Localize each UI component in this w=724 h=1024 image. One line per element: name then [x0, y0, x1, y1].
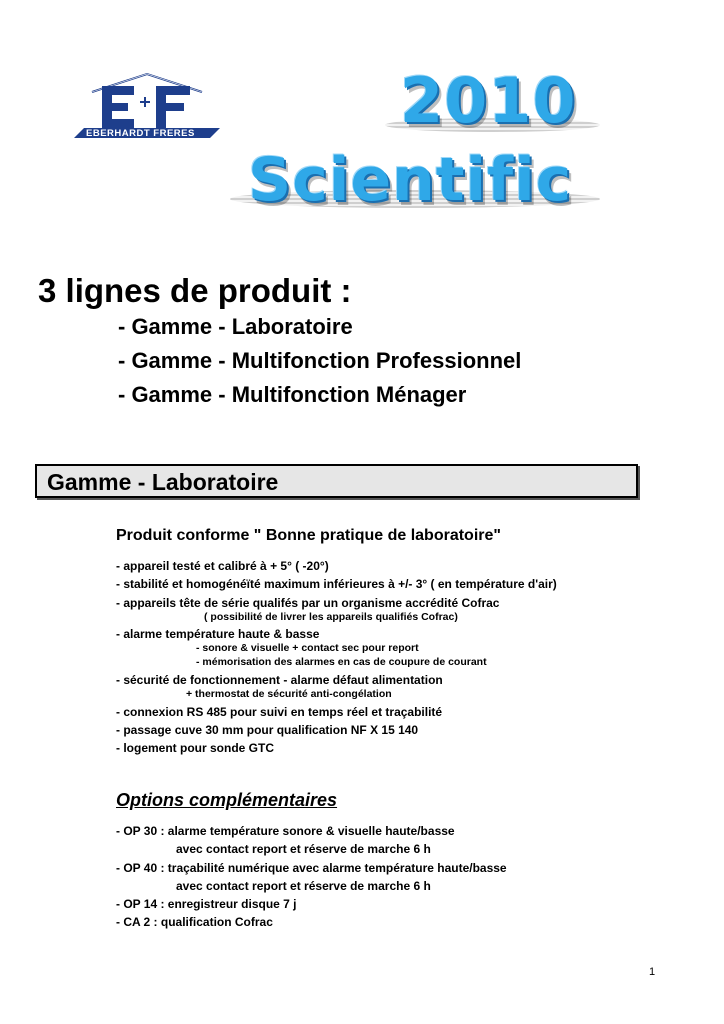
- options-title: Options complémentaires: [116, 790, 338, 810]
- option-item: - OP 40 : traçabilité numérique avec alarme température haute/basse: [116, 861, 507, 875]
- product-line-laboratoire: - Gamme - Laboratoire: [118, 314, 353, 339]
- option-item: - CA 2 : qualification Cofrac: [116, 915, 273, 929]
- spec-item: - alarme température haute & basse: [116, 627, 320, 641]
- spec-item: - logement pour sonde GTC: [116, 741, 274, 755]
- spec-item: - passage cuve 30 mm pour qualification NF X 15 140: [116, 723, 419, 737]
- page-number: 1: [649, 966, 656, 978]
- spec-subitem: + thermostat de sécurité anti-congélation: [186, 688, 392, 700]
- spec-subitem: - mémorisation des alarmes en cas de coupure de courant: [196, 656, 487, 668]
- section-title: Gamme - Laboratoire: [47, 469, 279, 495]
- section-subtitle: Produit conforme " Bonne pratique de laboratoire": [116, 527, 501, 544]
- option-item-detail: avec contact report et réserve de marche 6 h: [176, 879, 431, 893]
- spec-item: - appareil testé et calibré à + 5° ( -20°): [116, 559, 329, 573]
- title-word: Scientific: [248, 145, 573, 215]
- option-item: - OP 30 : alarme température sonore & visuelle haute/basse: [116, 824, 455, 838]
- product-line-professionnel: - Gamme - Multifonction Professionnel: [118, 348, 522, 373]
- spec-subitem: - sonore & visuelle + contact sec pour report: [196, 642, 419, 654]
- spec-subitem: ( possibilité de livrer les appareils qualifiés Cofrac): [204, 611, 458, 623]
- spec-item: - appareils tête de série qualifés par un organisme accrédité Cofrac: [116, 596, 500, 610]
- page-heading: 3 lignes de produit :: [38, 272, 352, 309]
- logo-letters: [72, 72, 74, 73]
- section-header-box: [35, 464, 638, 498]
- spec-item: - stabilité et homogénéïté maximum inférieures à +/- 3° ( en température d'air): [116, 577, 557, 591]
- spec-item: - connexion RS 485 pour suivi en temps réel et traçabilité: [116, 705, 443, 719]
- title-year: 2010: [400, 64, 577, 137]
- option-item-detail: avec contact report et réserve de marche 6 h: [176, 842, 431, 856]
- logo-company-name: EBERHARDT FRERES: [86, 128, 195, 139]
- spec-item: - sécurité de fonctionnement - alarme défaut alimentation: [116, 673, 443, 687]
- company-logo: [72, 72, 222, 142]
- product-line-menager: - Gamme - Multifonction Ménager: [118, 382, 467, 407]
- option-item: - OP 14 : enregistreur disque 7 j: [116, 897, 297, 911]
